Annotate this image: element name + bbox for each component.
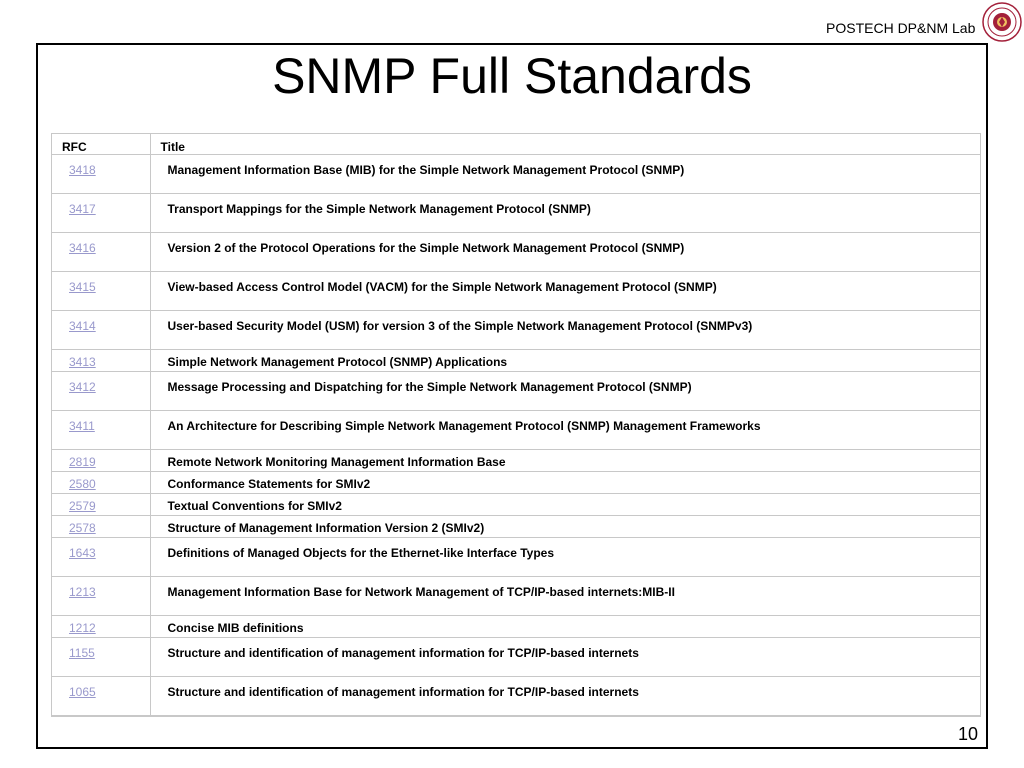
rfc-table-container <box>51 133 981 717</box>
rfc-link[interactable]: 1212 <box>69 621 96 635</box>
rfc-link[interactable]: 3414 <box>69 319 96 333</box>
table-row <box>52 233 980 272</box>
rfc-link[interactable]: 3411 <box>69 419 95 433</box>
rfc-number-cell <box>52 677 150 716</box>
rfc-title-cell: Structure and identification of management information for TCP/IP-based internets <box>150 677 980 716</box>
rfc-number-cell <box>52 194 150 233</box>
rfc-link[interactable]: 2819 <box>69 455 96 469</box>
rfc-number-cell <box>52 638 150 677</box>
rfc-title-cell: Textual Conventions for SMIv2 <box>150 494 980 516</box>
table-row <box>52 411 980 450</box>
table-row <box>52 577 980 616</box>
table-row <box>52 272 980 311</box>
rfc-link[interactable]: 2579 <box>69 499 96 513</box>
rfc-link[interactable]: 3416 <box>69 241 96 255</box>
rfc-link[interactable]: 1065 <box>69 685 96 699</box>
table-row <box>52 638 980 677</box>
rfc-title-cell: Structure and identification of management information for TCP/IP-based internets <box>150 638 980 677</box>
rfc-title-cell: An Architecture for Describing Simple Network Management Protocol (SNMP) Management Frameworks <box>150 411 980 450</box>
table-row <box>52 194 980 233</box>
rfc-number-cell <box>52 494 150 516</box>
rfc-number-cell <box>52 350 150 372</box>
rfc-title-cell: Management Information Base (MIB) for the Simple Network Management Protocol (SNMP) <box>150 155 980 194</box>
rfc-title-cell: Management Information Base for Network Management of TCP/IP-based internets:MIB-II <box>150 577 980 616</box>
rfc-number-cell <box>52 233 150 272</box>
rfc-number-cell <box>52 311 150 350</box>
rfc-link[interactable]: 3418 <box>69 163 96 177</box>
rfc-title-cell: Remote Network Monitoring Management Information Base <box>150 450 980 472</box>
rfc-title-cell: Message Processing and Dispatching for the Simple Network Management Protocol (SNMP) <box>150 372 980 411</box>
rfc-title-cell: Concise MIB definitions <box>150 616 980 638</box>
rfc-link[interactable]: 3413 <box>69 355 96 369</box>
university-seal-logo <box>982 2 1022 42</box>
slide-title: SNMP Full Standards <box>272 48 752 104</box>
rfc-title-cell: Transport Mappings for the Simple Network Management Protocol (SNMP) <box>150 194 980 233</box>
rfc-link[interactable]: 3415 <box>69 280 96 294</box>
rfc-number-cell <box>52 538 150 577</box>
rfc-number-cell <box>52 472 150 494</box>
rfc-number-cell <box>52 155 150 194</box>
rfc-number-cell <box>52 450 150 472</box>
rfc-number-cell <box>52 577 150 616</box>
rfc-title-cell: User-based Security Model (USM) for version 3 of the Simple Network Management Protocol (SNMPv3) <box>150 311 980 350</box>
rfc-title-cell: View-based Access Control Model (VACM) for the Simple Network Management Protocol (SNMP) <box>150 272 980 311</box>
table-row <box>52 616 980 638</box>
rfc-link[interactable]: 2578 <box>69 521 96 535</box>
rfc-title-cell: Simple Network Management Protocol (SNMP) Applications <box>150 350 980 372</box>
rfc-link[interactable]: 1155 <box>69 646 95 660</box>
rfc-link[interactable]: 3412 <box>69 380 96 394</box>
table-row <box>52 350 980 372</box>
table-row <box>52 516 980 538</box>
table-row <box>52 311 980 350</box>
table-row <box>52 538 980 577</box>
rfc-table <box>52 134 980 716</box>
rfc-link[interactable]: 1643 <box>69 546 96 560</box>
rfc-link[interactable]: 3417 <box>69 202 96 216</box>
column-header-title: Title <box>150 134 980 155</box>
rfc-link[interactable]: 2580 <box>69 477 96 491</box>
table-row <box>52 372 980 411</box>
table-row <box>52 677 980 716</box>
lab-name: POSTECH DP&NM Lab <box>826 20 976 36</box>
column-header-rfc: RFC <box>52 134 150 155</box>
rfc-title-cell: Definitions of Managed Objects for the Ethernet-like Interface Types <box>150 538 980 577</box>
page-number: 10 <box>958 724 979 744</box>
table-row <box>52 155 980 194</box>
rfc-number-cell <box>52 372 150 411</box>
rfc-number-cell <box>52 516 150 538</box>
table-row <box>52 472 980 494</box>
table-row <box>52 494 980 516</box>
table-header-row <box>52 134 980 155</box>
rfc-title-cell: Conformance Statements for SMIv2 <box>150 472 980 494</box>
rfc-number-cell <box>52 616 150 638</box>
rfc-title-cell: Version 2 of the Protocol Operations for the Simple Network Management Protocol (SNMP) <box>150 233 980 272</box>
table-row <box>52 450 980 472</box>
rfc-title-cell: Structure of Management Information Version 2 (SMIv2) <box>150 516 980 538</box>
rfc-link[interactable]: 1213 <box>69 585 96 599</box>
rfc-number-cell <box>52 272 150 311</box>
rfc-number-cell <box>52 411 150 450</box>
